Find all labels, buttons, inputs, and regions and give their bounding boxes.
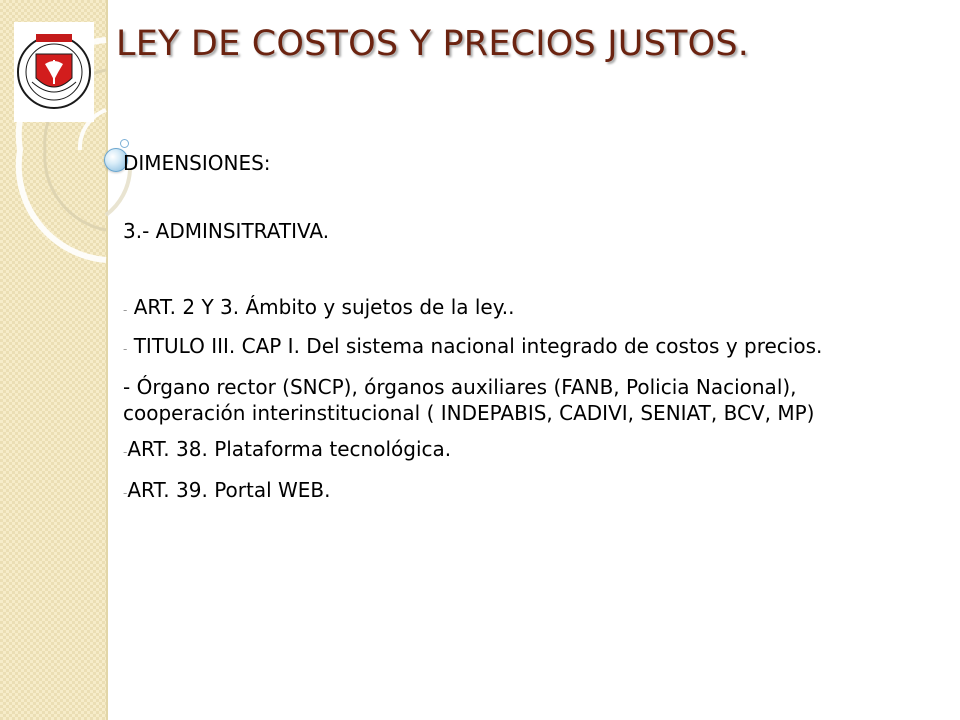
list-item: [123, 333, 843, 362]
list-item-text: Órgano rector (SNCP), órganos auxiliares (FANB, Policia Nacional), cooperación interinstitucional ( INDEPABIS, CADIVI, SENIAT, BCV, MP): [123, 375, 815, 425]
list-dash: -: [123, 342, 128, 356]
list-item-text: ART. 38. Plataforma tecnológica.: [127, 437, 452, 461]
list-item: [123, 477, 883, 506]
list-dash: -: [123, 303, 128, 317]
list-dash: -: [123, 486, 128, 500]
section-heading: DIMENSIONES:: [123, 151, 271, 175]
list-item: [123, 374, 863, 426]
section-subheading: 3.- ADMINSITRATIVA.: [123, 219, 330, 243]
list-item-text: TITULO III. CAP I. Del sistema nacional integrado de costos y precios.: [133, 334, 823, 358]
bullet-ring-icon: [120, 139, 129, 148]
slide-title: LEY DE COSTOS Y PRECIOS JUSTOS.: [116, 24, 750, 64]
list-item-text: ART. 39. Portal WEB.: [127, 478, 331, 502]
list-item: [123, 436, 883, 465]
list-dash: -: [123, 445, 128, 459]
slide-content: [123, 150, 883, 506]
seal-icon: [14, 22, 94, 122]
list-item: [123, 294, 883, 323]
list-dash: -: [123, 375, 131, 399]
list-item-text: ART. 2 Y 3. Ámbito y sujetos de la ley..: [133, 295, 515, 319]
